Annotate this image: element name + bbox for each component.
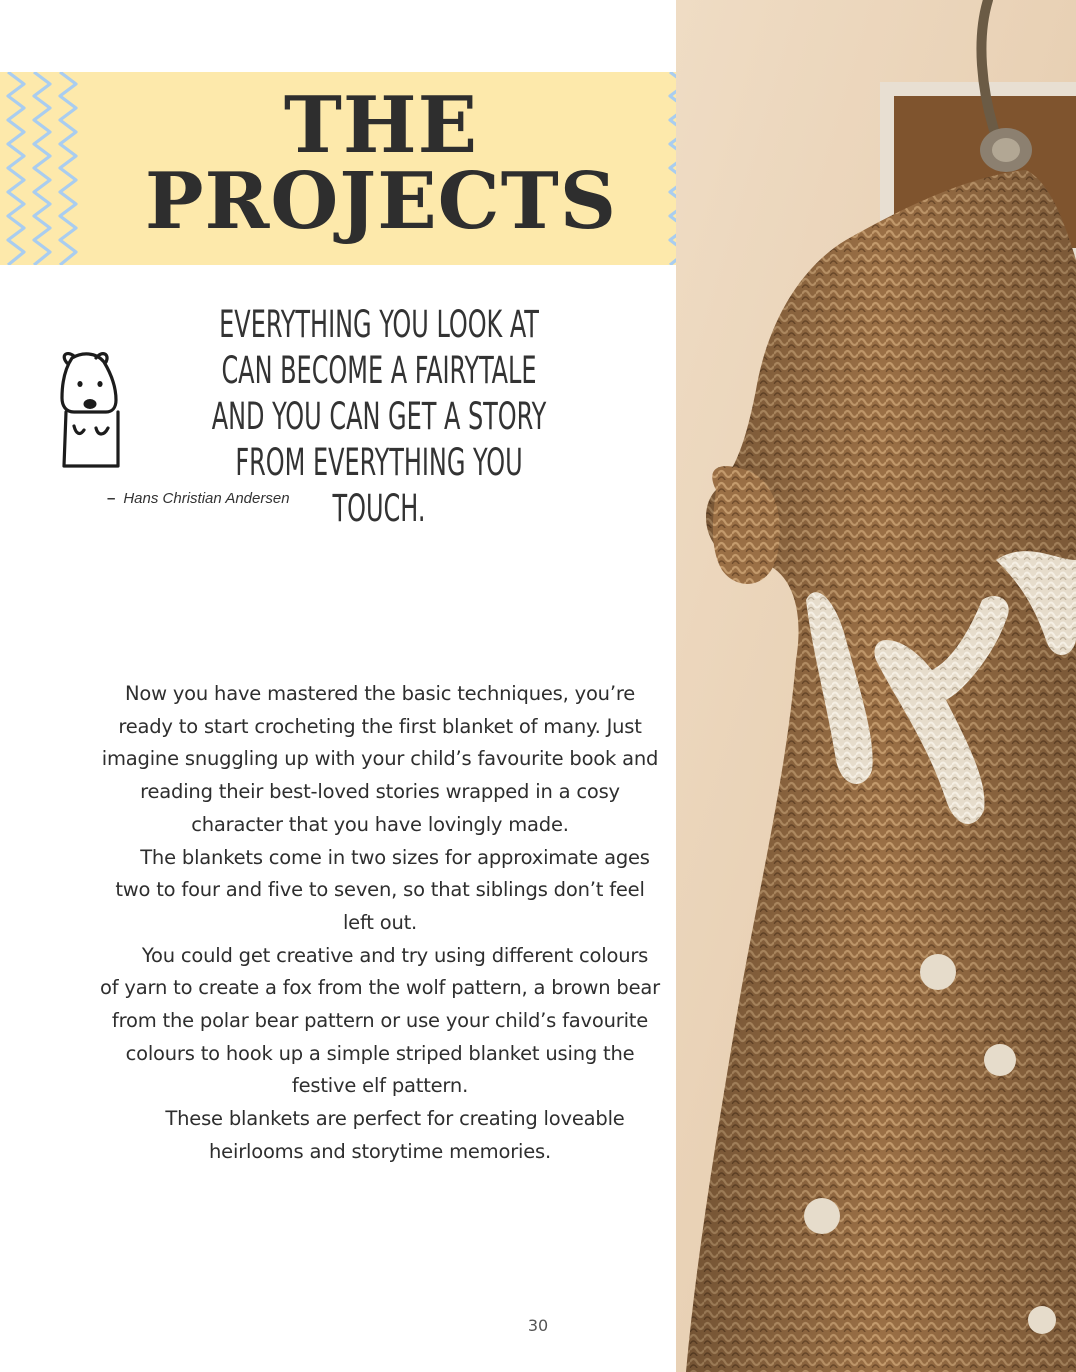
title-line-2: PROJECTS <box>144 156 618 247</box>
body-paragraph-2: The blankets come in two sizes for approximate ages two to four and five to seven, so that siblings don’t feel left out. <box>115 845 650 934</box>
title-line-1: THE <box>283 80 479 171</box>
body-paragraph-1: Now you have mastered the basic techniques, you’re ready to start crocheting the first blanket of many. Just imagine snuggling up with your child’s favourite book and reading their best-loved stories wrapped in a cosy character that you have lovingly made. <box>101 682 659 836</box>
polar-bear-doodle-icon <box>56 350 124 472</box>
quote-attribution <box>107 490 290 507</box>
body-text <box>100 678 660 1169</box>
page-title <box>0 80 762 247</box>
hooded-crochet-blanket-photo <box>676 0 1076 1372</box>
title-banner <box>0 72 762 265</box>
attribution-dash: – <box>107 490 116 507</box>
attribution-author: Hans Christian Andersen <box>123 490 290 507</box>
body-paragraph-4: These blankets are perfect for creating loveable heirlooms and storytime memories. <box>165 1107 625 1163</box>
page-number: 30 <box>527 1316 549 1335</box>
quote-text: EVERYTHING YOU LOOK AT CAN BECOME A FAIRYTALE AND YOU CAN GET A STORY FROM EVERYTHING YOU TOUCH. <box>211 303 547 530</box>
body-paragraph-3: You could get creative and try using different colours of yarn to create a fox from the wolf pattern, a brown bear from the polar bear pattern or use your child’s favourite colours to hook up a simple striped blanket using the festive elf pattern. <box>100 943 660 1098</box>
